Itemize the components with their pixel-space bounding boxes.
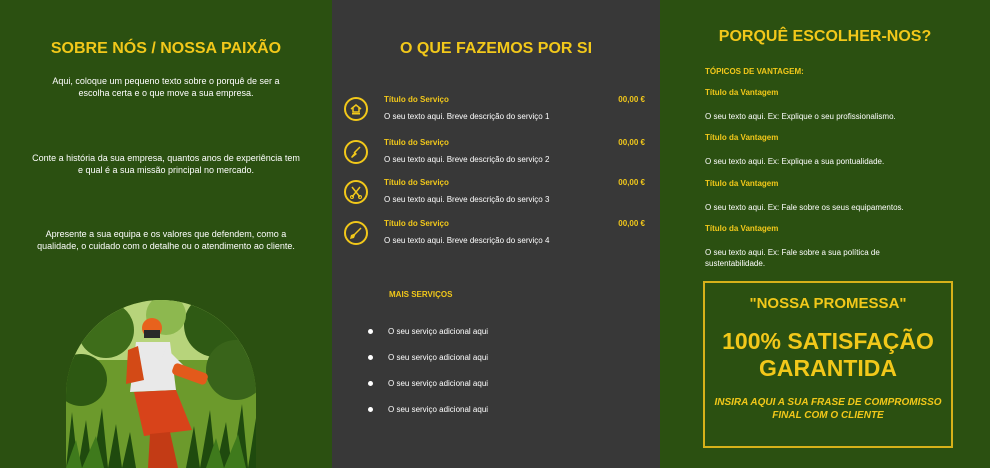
scissors-icon [344,180,368,204]
bullet-icon [368,355,373,360]
house-hand-icon [344,97,368,121]
service-description: O seu texto aqui. Breve descrição do serviço 4 [384,236,550,245]
service-item-3 [344,178,649,212]
service-price: 00,00 € [618,95,645,104]
advantages-heading: TÓPICOS DE VANTAGEM: [705,67,804,76]
service-title: Título do Serviço [384,138,449,147]
commitment-phrase: INSIRA AQUI A SUA FRASE DE COMPROMISSO FINAL COM O CLIENTE [714,397,942,421]
shovel-icon [344,140,368,164]
advantage-title: Título da Vantagem [705,179,779,188]
advantage-title: Título da Vantagem [705,224,779,233]
why-us-title: PORQUÊ ESCOLHER-NOS? [718,28,932,45]
bullet-icon [368,407,373,412]
bullet-icon [368,381,373,386]
about-paragraph: Aqui, coloque um pequeno texto sobre o porquê de ser a escolha certa e o que move a sua empresa. [52,76,280,98]
about-column [0,0,332,468]
advantage-title: Título da Vantagem [705,88,779,97]
service-title: Título do Serviço [384,178,449,187]
promise-label: "NOSSA PROMESSA" [749,295,907,312]
service-item-1 [344,95,649,129]
advantage-title: Título da Vantagem [705,133,779,142]
service-price: 00,00 € [618,219,645,228]
more-service-item: O seu serviço adicional aqui [368,327,488,336]
bullet-icon [368,329,373,334]
service-description: O seu texto aqui. Breve descrição do serviço 2 [384,155,550,164]
service-description: O seu texto aqui. Breve descrição do serviço 1 [384,112,550,121]
more-services-title: MAIS SERVIÇOS [389,290,453,299]
promise-box [703,281,953,448]
more-service-item: O seu serviço adicional aqui [368,405,488,414]
advantage-description: O seu texto aqui. Ex: Fale sobre a sua política de sustentabilidade. [705,248,880,268]
advantage-description: O seu texto aqui. Ex: Explique a sua pontualidade. [705,157,885,166]
advantage-description: O seu texto aqui. Ex: Fale sobre os seus equipamentos. [705,203,904,212]
service-item-2 [344,138,649,172]
service-title: Título do Serviço [384,95,449,104]
more-service-item: O seu serviço adicional aqui [368,353,488,362]
trowel-icon [344,221,368,245]
worker-photo [66,300,256,468]
about-title: SOBRE NÓS / NOSSA PAIXÃO [50,40,282,57]
service-price: 00,00 € [618,138,645,147]
advantage-description: O seu texto aqui. Ex: Explique o seu profissionalismo. [705,112,896,121]
service-title: Título do Serviço [384,219,449,228]
service-item-4 [344,219,649,253]
worker-photo-illustration [66,300,256,468]
service-description: O seu texto aqui. Breve descrição do serviço 3 [384,195,550,204]
satisfaction-headline: 100% SATISFAÇÃO GARANTIDA [722,328,934,381]
history-paragraph: Conte a história da sua empresa, quantos anos de experiência tem e qual é a sua missão principal no mercado. [32,153,300,175]
team-paragraph: Apresente a sua equipa e os valores que defendem, como a qualidade, o cuidado com o detalhe ou o atendimento ao cliente. [37,229,295,251]
more-service-item: O seu serviço adicional aqui [368,379,488,388]
services-title: O QUE FAZEMOS POR SI [399,40,593,57]
service-price: 00,00 € [618,178,645,187]
